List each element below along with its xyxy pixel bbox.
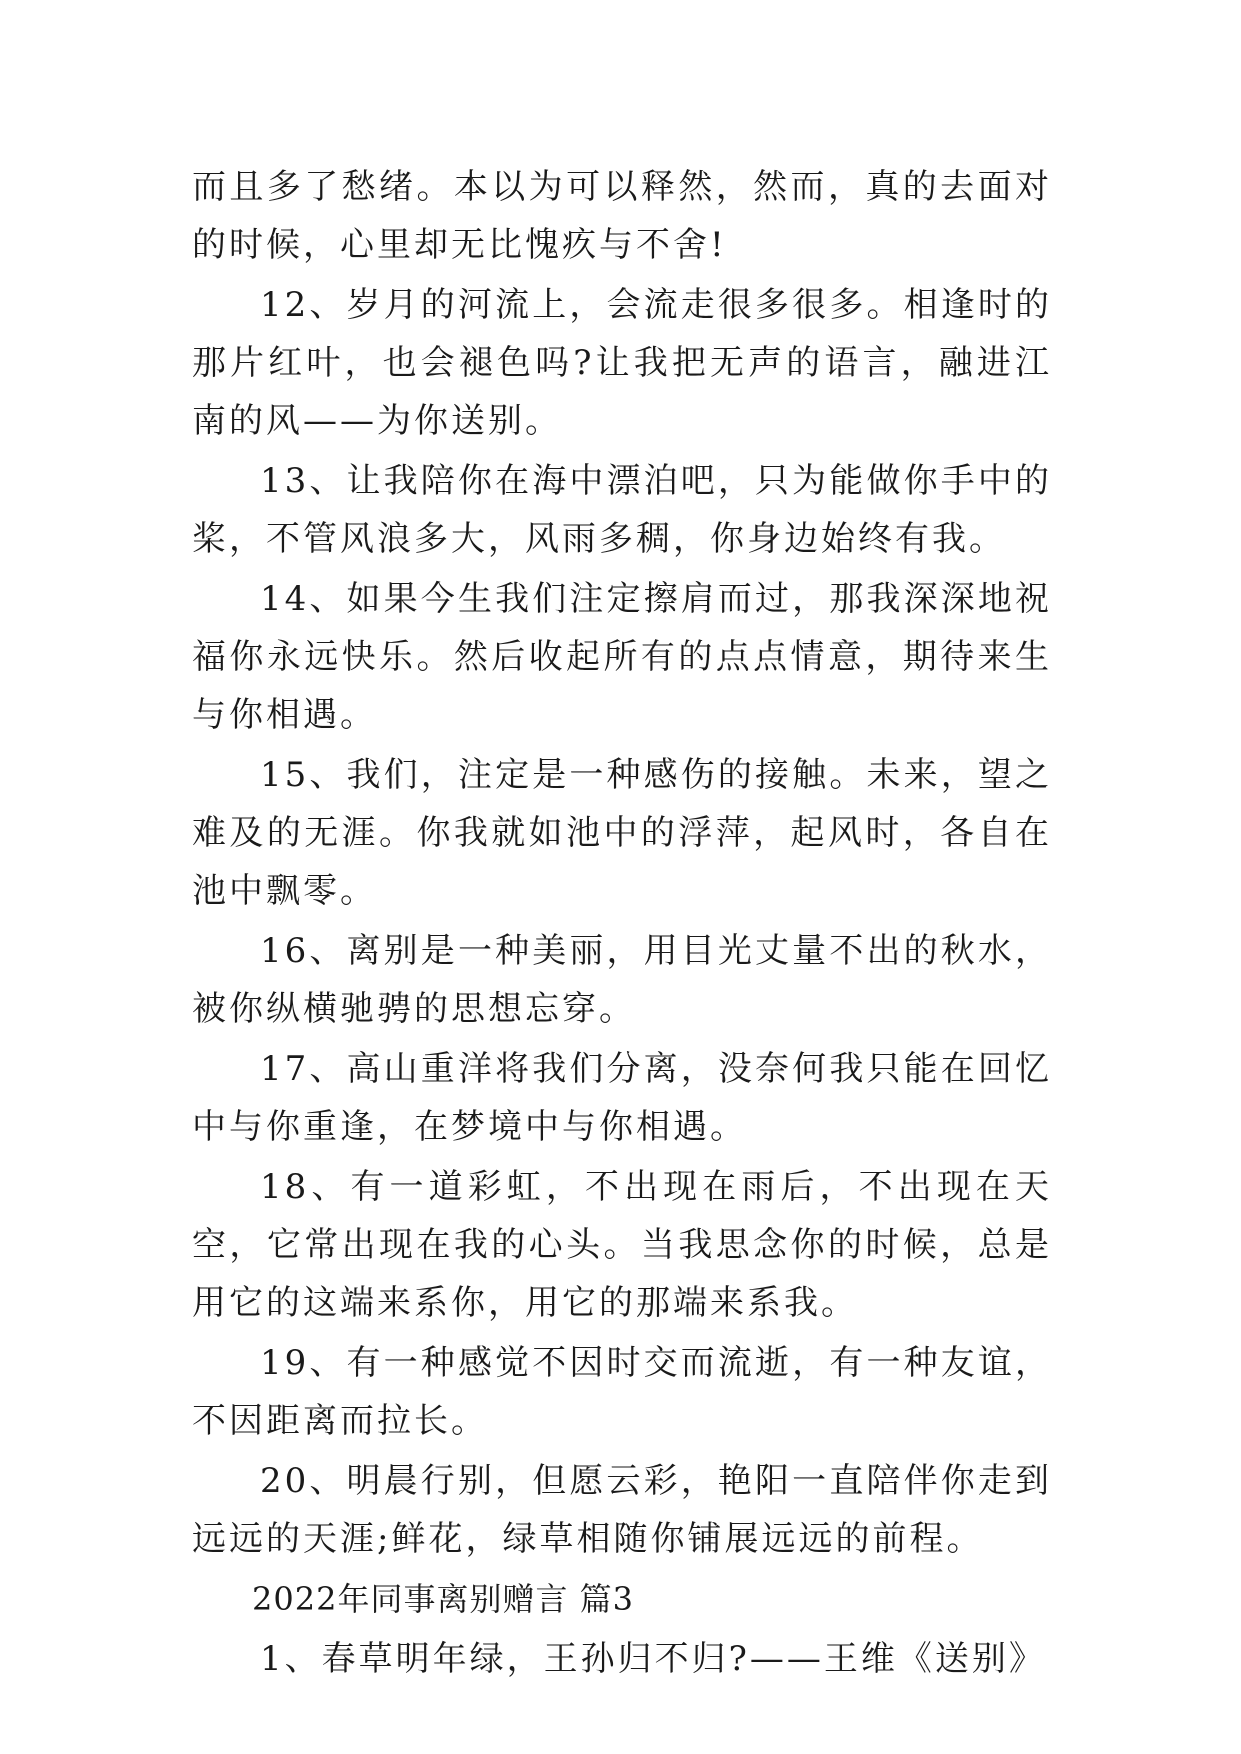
document-page <box>192 158 1052 1690</box>
paragraph-item-12: 12、岁月的河流上，会流走很多很多。相逢时的那片红叶，也会褪色吗?让我把无声的语言，融进江南的风——为你送别。 <box>192 285 1052 441</box>
paragraph-continuation: 而且多了愁绪。本以为可以释然，然而，真的去面对的时候，心里却无比愧疚与不舍! <box>192 167 1052 265</box>
paragraph-item-14: 14、如果今生我们注定擦肩而过，那我深深地祝福你永远快乐。然后收起所有的点点情意，期待来生与你相遇。 <box>192 579 1052 735</box>
paragraph-item-1: 1、春草明年绿，王孙归不归?——王维《送别》 <box>260 1639 1046 1679</box>
paragraph-item-18: 18、有一道彩虹，不出现在雨后，不出现在天空，它常出现在我的心头。当我思念你的时候，总是用它的这端来系你，用它的那端来系我。 <box>192 1167 1052 1323</box>
paragraph-item-19: 19、有一种感觉不因时交而流逝，有一种友谊，不因距离而拉长。 <box>192 1343 1052 1441</box>
paragraph-item-16: 16、离别是一种美丽，用目光丈量不出的秋水，被你纵横驰骋的思想忘穿。 <box>192 931 1052 1029</box>
section-heading: 2022年同事离别赠言 篇3 <box>252 1580 634 1618</box>
paragraph-item-15: 15、我们，注定是一种感伤的接触。未来，望之难及的无涯。你我就如池中的浮萍，起风时，各自在池中飘零。 <box>192 755 1052 911</box>
paragraph-item-20: 20、明晨行别，但愿云彩，艳阳一直陪伴你走到远远的天涯;鲜花，绿草相随你铺展远远的前程。 <box>192 1461 1052 1559</box>
paragraph-item-17: 17、高山重洋将我们分离，没奈何我只能在回忆中与你重逢，在梦境中与你相遇。 <box>192 1049 1052 1147</box>
paragraph-item-13: 13、让我陪你在海中漂泊吧，只为能做你手中的桨，不管风浪多大，风雨多稠，你身边始终有我。 <box>192 461 1052 559</box>
